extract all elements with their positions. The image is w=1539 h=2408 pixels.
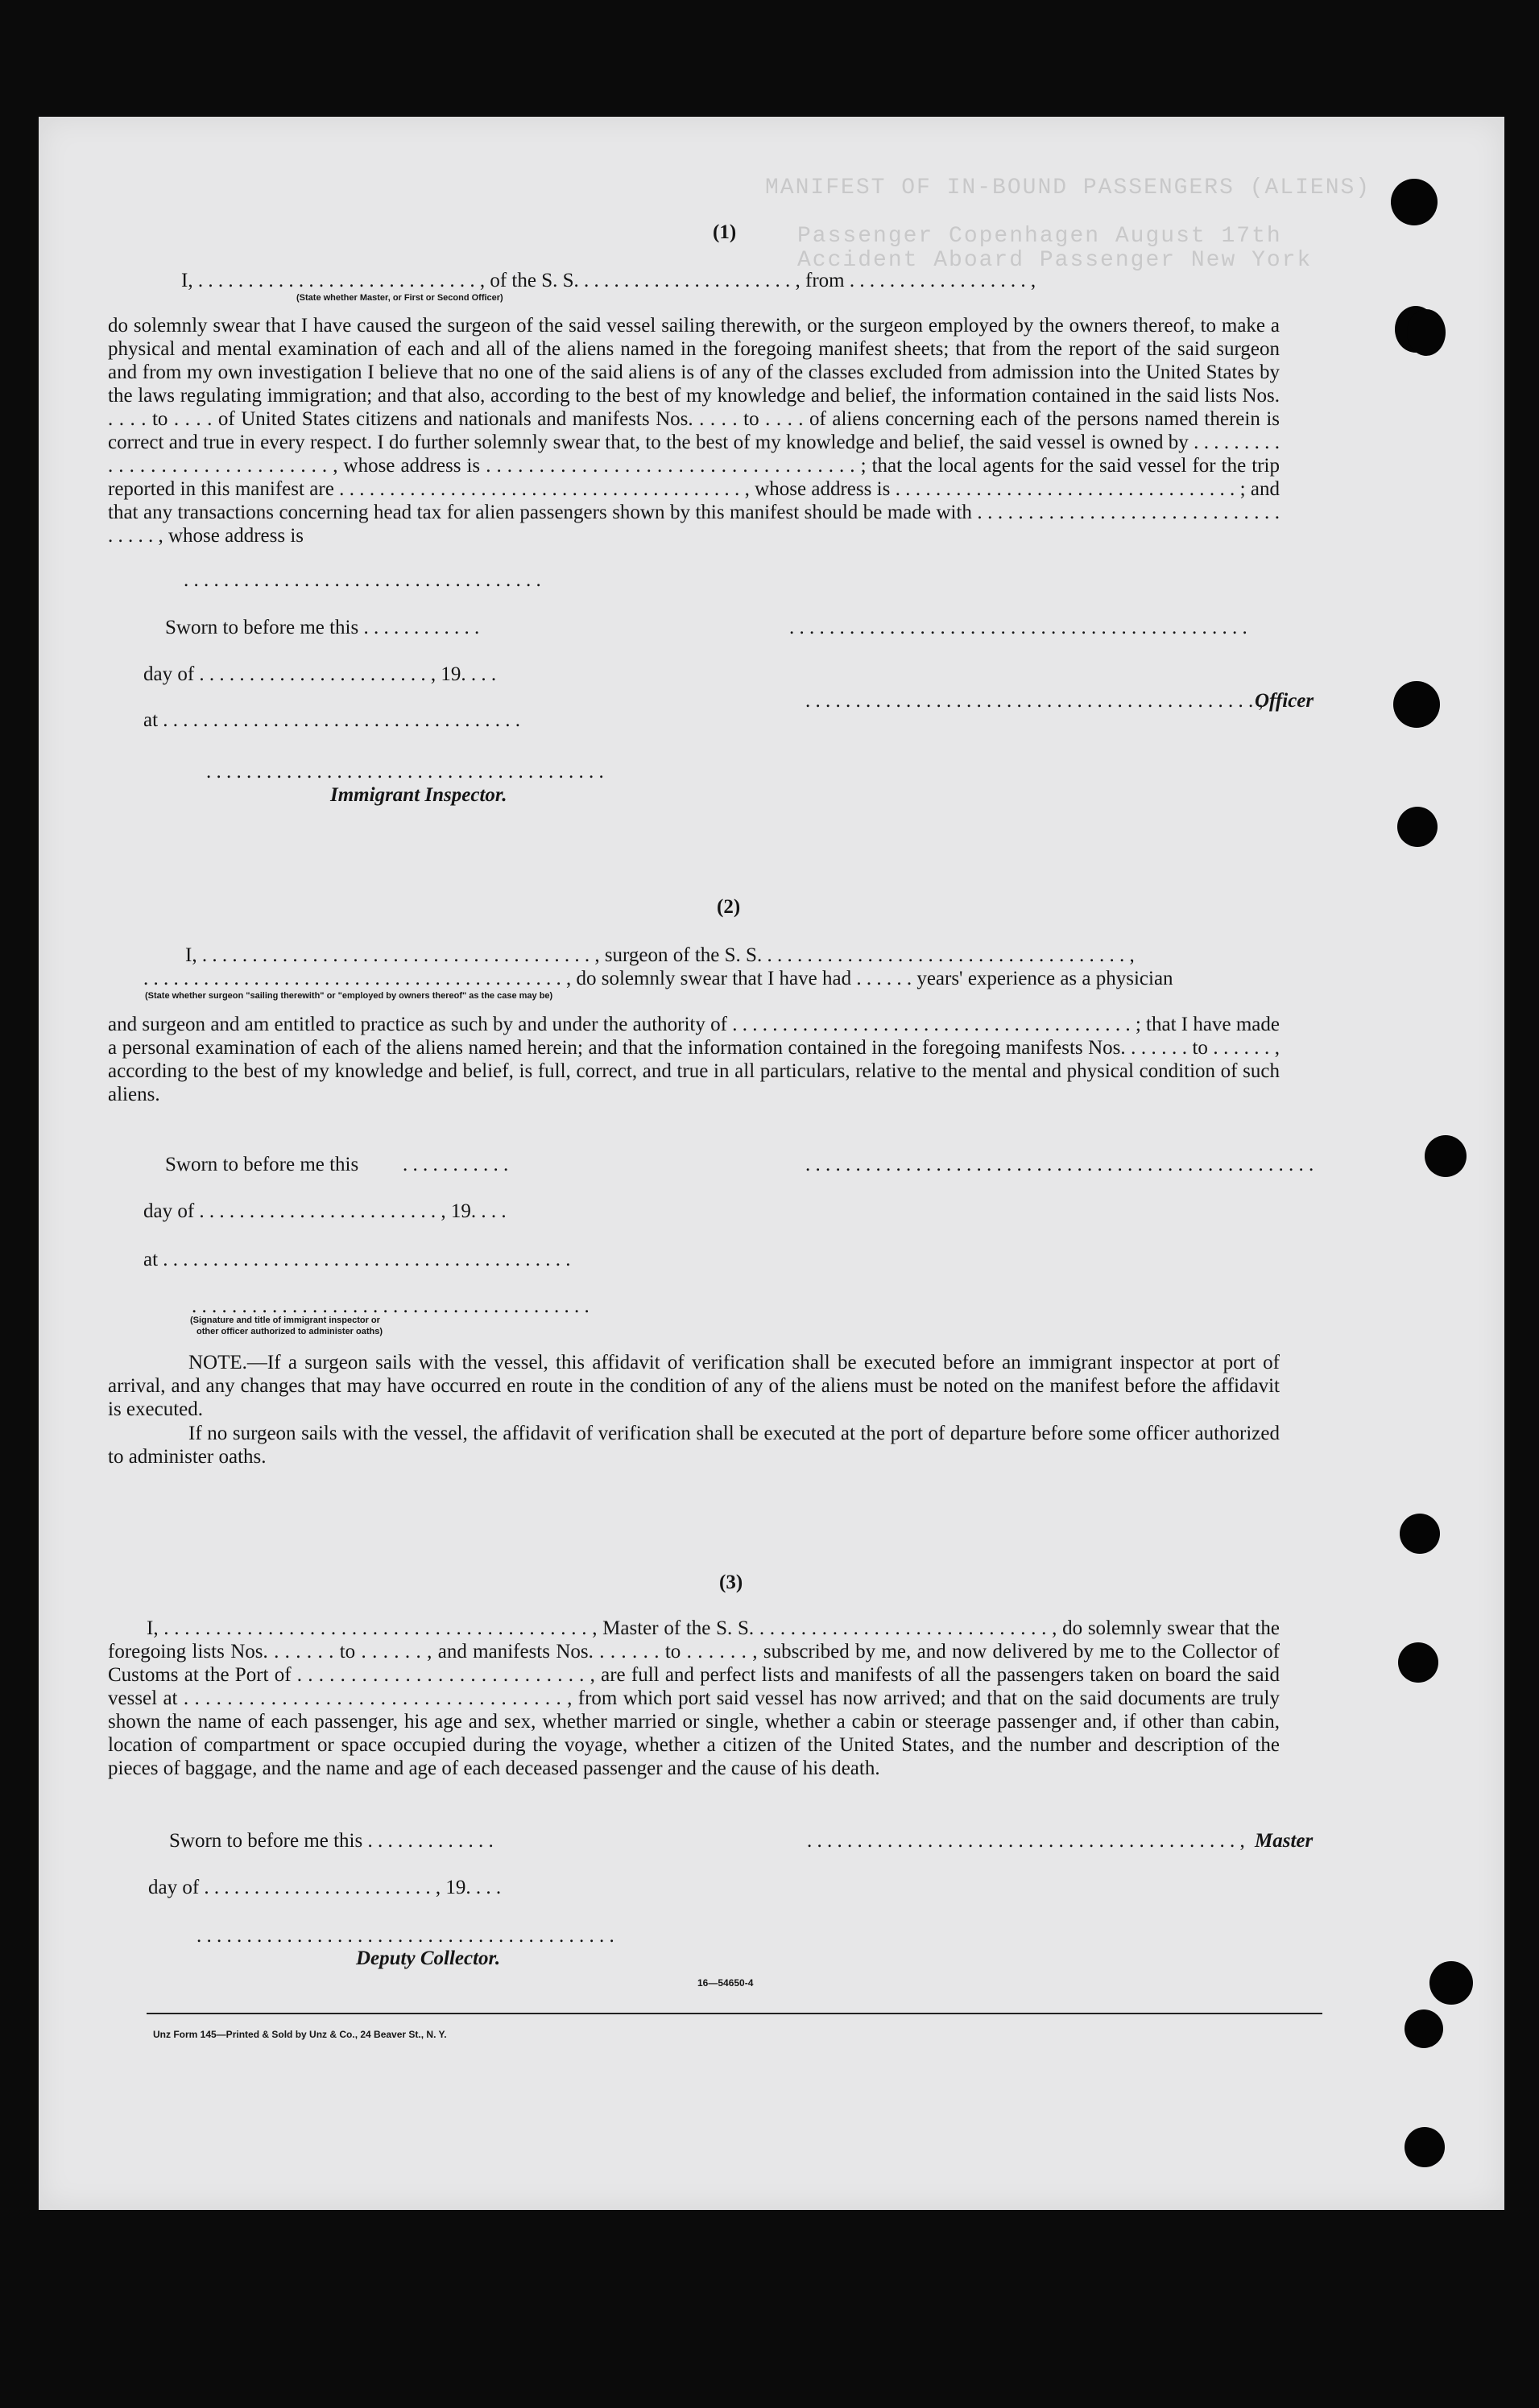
form-number: 16—54650-4	[697, 1977, 754, 1989]
printer-footer: Unz Form 145—Printed & Sold by Unz & Co., 24 Beaver St., N. Y.	[153, 2029, 447, 2040]
day-line-2: day of . . . . . . . . . . . . . . . . . . . . . . . . , 19. . . .	[143, 1200, 507, 1222]
collector-signature-line: . . . . . . . . . . . . . . . . . . . . . . . . . . . . . . . . . . . . . . . . . .	[197, 1925, 614, 1947]
note-paragraph-1	[108, 1351, 1280, 1421]
surgeon-oath-first-line: I, . . . . . . . . . . . . . . . . . . . . . . . . . . . . . . . . . . . . . . . , surgeon of the S. S. . . . . . . . . . . . . . . . . . . . . . . . . . . . . . . . . . . . . ,	[185, 944, 1135, 966]
master-label: Master	[1255, 1830, 1314, 1852]
at-line-2: at . . . . . . . . . . . . . . . . . . . . . . . . . . . . . . . . . . . . . . . . .	[143, 1249, 571, 1270]
section-3-heading: (3)	[719, 1572, 743, 1593]
surgeon-status-note: (State whether surgeon "sailing therewith" or "employed by owners thereof" as the case may be)	[145, 991, 553, 1001]
master-oath-body-tail: . . . . . . . . . . . . . . . . . . . . . . . . . . . . . . . . . . . .	[184, 569, 541, 591]
punch-hole	[1405, 2009, 1443, 2048]
punch-hole	[1397, 807, 1438, 847]
surgeon-oath-body: and surgeon and am entitled to practice as such by and under the authority of . . . . . . . . . . . . . . . . . . . . . . . . . . . . . . . . . . . . . . . . ; that I have made a personal examination of each of the aliens named herein; and that the information contained in the foregoing manifests Nos. . . . . . . to . . . . . . , according to the best of my knowledge and belief, is full, correct, and true in all particulars, relative to the mental and physical condition of such aliens.	[108, 1014, 1280, 1105]
bleed-through-text: MANIFEST OF IN-BOUND PASSENGERS (ALIENS)	[765, 176, 1371, 200]
note-text-1: —If a surgeon sails with the vessel, this affidavit of verification shall be executed before an immigrant inspector at port of arrival, and any changes that may have occurred en route in the condition of any of the aliens must be noted on the manifest before the affidavit is executed.	[108, 1352, 1280, 1420]
at-line-1: at . . . . . . . . . . . . . . . . . . . . . . . . . . . . . . . . . . . .	[143, 709, 521, 731]
punch-hole	[1425, 1135, 1467, 1177]
master-signature-line: . . . . . . . . . . . . . . . . . . . . . . . . . . . . . . . . . . . . . . . . . . . ,	[807, 1830, 1245, 1852]
master-manifest-oath: I, . . . . . . . . . . . . . . . . . . . . . . . . . . . . . . . . . . . . . . . . . , Master of the S. S. . . . . . . . . . . . . . . . . . . . . . . . . . . . . , do solemnly swear that the foregoing lists Nos. . . . . . . to . . . . . . , and manifests Nos. . . . . . . to . . . . . . , subscribed by me, and now delivered by me to the Collector of Customs at the Port of . . . . . . . . . . . . . . . . . . . . . . . . . . . , are full and perfect lists and manifests of all the passengers taken on board the said vessel at . . . . . . . . . . . . . . . . . . . . . . . . . . . . . . . . . . . , from which port said vessel has now arrived; and that on the said documents are truly shown the name of each passenger, his age and sex, whether married or single, whether a cabin or steerage passenger and, if other than cabin, location of compartment or space occupied during the voyage, whether a citizen of the United States, and the number and description of the pieces of baggage, and the name and age of each deceased passenger and the cause of his death.	[108, 1617, 1280, 1779]
sworn-line-2: Sworn to before me this	[165, 1154, 359, 1175]
note-label: NOTE.	[188, 1352, 247, 1373]
section-1-heading: (1)	[713, 221, 737, 243]
signature-line-1: . . . . . . . . . . . . . . . . . . . . . . . . . . . . . . . . . . . . . . . . . . . . . .	[789, 617, 1247, 638]
master-oath-first-line: I, . . . . . . . . . . . . . . . . . . . . . . . . . . . . , of the S. S. . . . . . . . . . . . . . . . . . . . . . , from . . . . . . . . . . . . . . . . . . ,	[181, 270, 1036, 291]
inspector-signature-line-2: . . . . . . . . . . . . . . . . . . . . . . . . . . . . . . . . . . . . . . . .	[192, 1295, 590, 1317]
sworn-line-3: Sworn to before me this . . . . . . . . . . . . .	[169, 1830, 494, 1852]
bleed-through-text: Accident Aboard Passenger New York	[797, 248, 1313, 273]
punch-hole	[1400, 1514, 1440, 1554]
inspector-title-note-2: other officer authorized to administer oaths)	[197, 1327, 383, 1336]
officer-label: Officer	[1255, 690, 1314, 712]
footer-rule	[147, 2013, 1322, 2014]
note-paragraph-2: If no surgeon sails with the vessel, the affidavit of verification shall be executed at the port of departure before some officer authorized to administer oaths.	[108, 1423, 1280, 1468]
surgeon-oath-second-line: . . . . . . . . . . . . . . . . . . . . . . . . . . . . . . . . . . . . . . . . . . , do solemnly swear that I have had . . . . . . years' experience as a physician	[143, 968, 1173, 989]
bleed-through-text: Passenger Copenhagen August 17th	[797, 224, 1282, 249]
sworn-dots-2: . . . . . . . . . . .	[403, 1154, 509, 1175]
signature-line-2: . . . . . . . . . . . . . . . . . . . . . . . . . . . . . . . . . . . . . . . . . . . . . . . . . . .	[805, 1154, 1314, 1175]
day-line-3: day of . . . . . . . . . . . . . . . . . . . . . . . , 19. . . .	[148, 1877, 502, 1898]
punch-hole	[1393, 681, 1440, 728]
day-line-1: day of . . . . . . . . . . . . . . . . . . . . . . . , 19. . . .	[143, 663, 497, 685]
punch-hole	[1407, 309, 1446, 356]
master-oath-body: do solemnly swear that I have caused the surgeon of the said vessel sailing therewith, or the surgeon employed by the owners thereof, to make a physical and mental examination of each and all of the aliens named in the foregoing manifest sheets; that from the report of the said surgeon and from my own investigation I believe that no one of the said aliens is of any of the classes excluded from admission into the United States by the laws regulating immigration; and that also, according to the best of my knowledge and belief, the information contained in the said lists Nos. . . . . to . . . . of United States citizens and nationals and manifests Nos. . . . . to . . . . of aliens concerning each of the persons named therein is correct and true in every respect. I do further solemnly swear that, to the best of my knowledge and belief, the said vessel is owned by . . . . . . . . . . . . . . . . . . . . . . . . . . . . . . , whose address is . . . . . . . . . . . . . . . . . . . . . . . . . . . . . . . . . . . ; that the local agents for the said vessel for the trip reported in this manifest are . . . . . . . . . . . . . . . . . . . . . . . . . . . . . . . . . . . . . . . . , whose address is . . . . . . . . . . . . . . . . . . . . . . . . . . . . . . . . . . ; and that any transactions concerning head tax for alien passengers shown by this manifest should be made with . . . . . . . . . . . . . . . . . . . . . . . . . . . . . . . . . . . , whose address is	[108, 315, 1280, 547]
punch-hole	[1398, 1642, 1438, 1683]
punch-hole	[1391, 179, 1438, 225]
punch-hole	[1429, 1961, 1473, 2005]
immigrant-inspector-label: Immigrant Inspector.	[330, 784, 507, 806]
punch-hole	[1405, 2127, 1445, 2167]
inspector-title-note-1: (Signature and title of immigrant inspector or	[190, 1316, 380, 1325]
section-2-heading: (2)	[717, 896, 741, 918]
officer-signature-line: . . . . . . . . . . . . . . . . . . . . . . . . . . . . . . . . . . . . . . . . . . . . . ,	[805, 690, 1264, 712]
sworn-line-1: Sworn to before me this . . . . . . . . . . . .	[165, 617, 480, 638]
officer-rank-note: (State whether Master, or First or Second Officer)	[296, 293, 503, 303]
deputy-collector-label: Deputy Collector.	[356, 1947, 501, 1969]
inspector-line-1: . . . . . . . . . . . . . . . . . . . . . . . . . . . . . . . . . . . . . . . .	[206, 761, 604, 783]
